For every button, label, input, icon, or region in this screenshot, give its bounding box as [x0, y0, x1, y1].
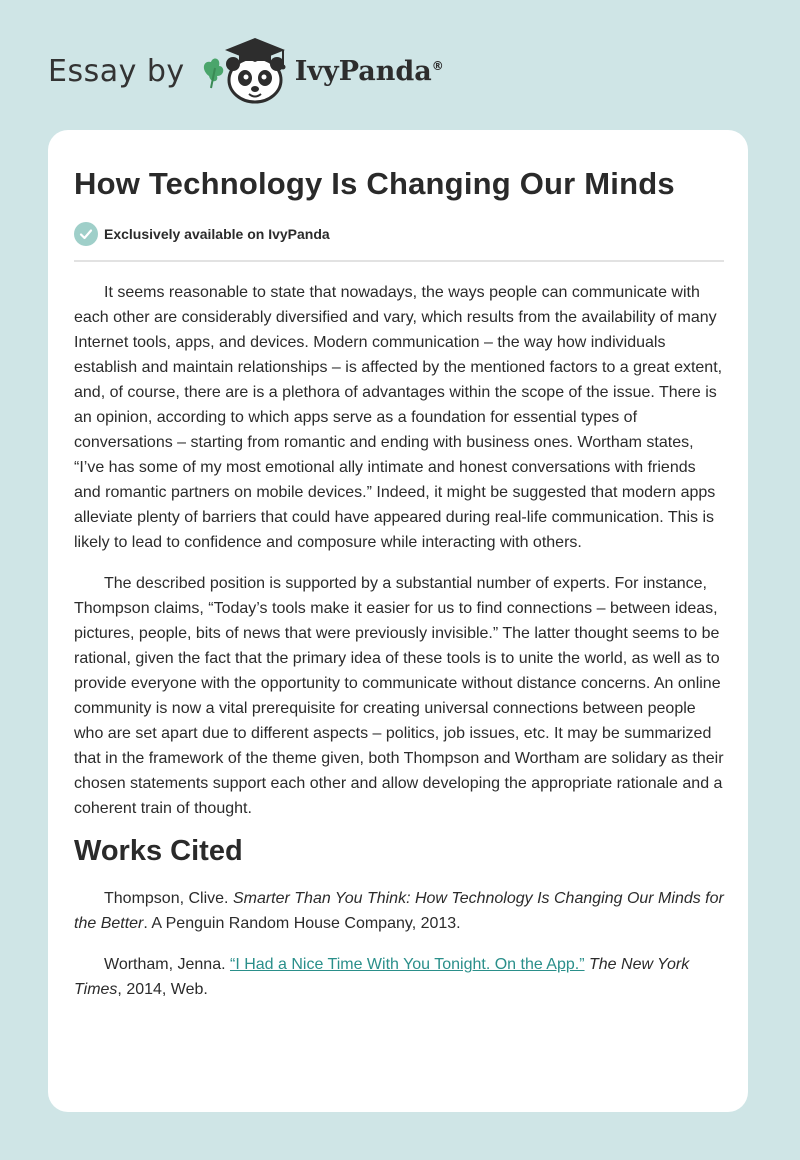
exclusive-badge [74, 222, 330, 246]
essay-by-label: Essay by [48, 53, 185, 89]
essay-body [74, 280, 724, 1018]
paragraph: It seems reasonable to state that nowadays, the ways people can communicate with each other are considerably diversified and vary, which results from the availability of many Internet tools, apps, and devices. Modern communication – the way how individuals establish and maintain relationships – is affected by the mentioned factors to a great extent, and, of course, there are is a plethora of advantages within the scope of the issue. There is an opinion, according to which apps serve as a foundation for essential types of conversations – starting from romantic and ending with business ones. Wortham states, “I’ve has some of my most emotional ally intimate and honest conversations with friends and romantic partners on mobile devices.” Indeed, it might be suggested that modern apps alleviate plenty of barriers that could have appeared during real-life communication. This is likely to lead to confidence and composure while interacting with others. [74, 284, 723, 551]
site-header [48, 36, 444, 106]
citation-item [74, 952, 724, 1002]
citation-journal: The New York Times [74, 956, 690, 998]
page-title: How Technology Is Changing Our Minds [74, 166, 675, 201]
exclusive-badge-label: Exclusively available on IvyPanda [104, 226, 330, 242]
citation-link[interactable]: “I Had a Nice Time With You Tonight. On the App.” [229, 956, 585, 973]
citation-author: Thompson, Clive. [104, 890, 233, 907]
works-cited-heading: Works Cited [74, 835, 243, 867]
citation-publisher: , 2014, Web. [117, 981, 208, 998]
divider [74, 260, 724, 262]
panda-logo-icon[interactable] [199, 36, 291, 106]
essay-card [48, 130, 748, 1112]
citation-title: Smarter Than You Think: How Technology Is Changing Our Minds for the Better [74, 890, 724, 932]
citation-publisher: . A Penguin Random House Company, 2013. [143, 915, 461, 932]
check-icon [74, 222, 98, 246]
paragraph: The described position is supported by a substantial number of experts. For instance, Thompson claims, “Today’s tools make it easier for us to find connections – between ideas, pictures, people, bits of news that were previously invisible.” The latter thought seems to be rational, given the fact that the primary idea of these tools is to unite the world, as well as to provide everyone with the opportunity to communicate without distance concerns. An online community is now a vital prerequisite for creating universal connections between people who are set apart due to different aspects – politics, job issues, etc. It may be summarized that in the framework of the theme given, both Thompson and Wortham are solidary as their chosen statements support each other and allow developing the appropriate rationale and a coherent train of thought. [74, 575, 724, 817]
citation-author: Wortham, Jenna. [104, 956, 230, 973]
brand-name[interactable]: IvyPanda® [294, 55, 444, 87]
citation-item [74, 886, 724, 936]
